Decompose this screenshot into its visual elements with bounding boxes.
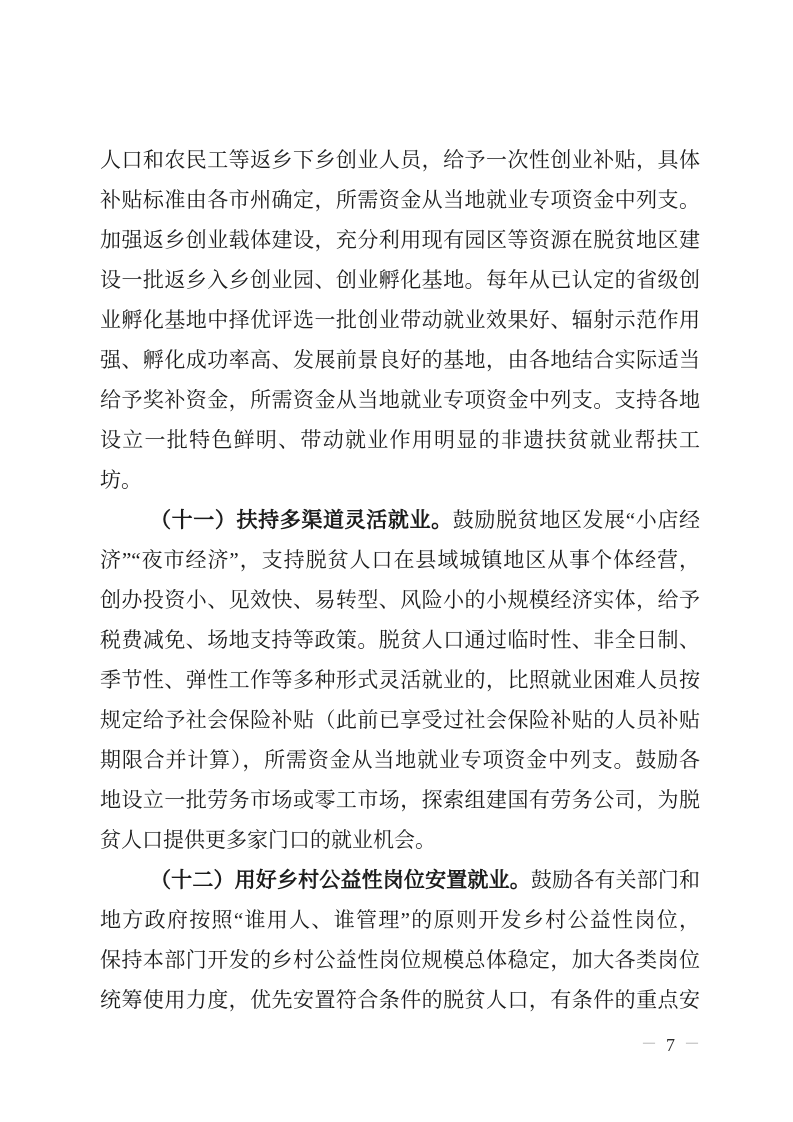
text-line: 加强返乡创业载体建设，充分利用现有园区等资源在脱贫地区建: [100, 228, 700, 252]
page-number: [641, 1033, 700, 1057]
paragraph-heading: （十一）扶持多渠道灵活就业。: [150, 508, 453, 532]
page-number-dash-left: －: [640, 1036, 657, 1053]
paragraph-heading: （十二）用好乡村公益性岗位安置就业。: [150, 868, 531, 892]
text-line: 设立一批特色鲜明、带动就业作用明显的非遗扶贫就业帮扶工: [100, 428, 700, 452]
text-line: [100, 860, 700, 900]
text-line: 创办投资小、见效快、易转型、风险小的小规模经济实体，给予: [100, 588, 700, 612]
text-line: 规定给予社会保险补贴（此前已享受过社会保险补贴的人员补贴: [100, 708, 700, 732]
text-line: 保持本部门开发的乡村公益性岗位规模总体稳定，加大各类岗位: [100, 948, 700, 972]
text-run: 鼓励各有关部门和: [530, 868, 700, 892]
text-line: 补贴标准由各市州确定，所需资金从当地就业专项资金中列支。: [100, 188, 700, 212]
page-number-value: 7: [665, 1035, 675, 1055]
paragraph-continued: [100, 140, 700, 500]
paragraph-item-12: [100, 860, 700, 1020]
text-line: 税费减免、场地支持等政策。脱贫人口通过临时性、非全日制、: [100, 628, 700, 652]
text-line: 地设立一批劳务市场或零工市场，探索组建国有劳务公司，为脱: [100, 788, 700, 812]
text-line: 济”“夜市经济”，支持脱贫人口在县域城镇地区从事个体经营，: [100, 548, 700, 572]
text-line: 期限合并计算），所需资金从当地就业专项资金中列支。鼓励各: [100, 748, 700, 772]
text-line: [100, 500, 700, 540]
document-body: [100, 140, 700, 1020]
text-run: 鼓励脱贫地区发展“小店经: [452, 508, 700, 532]
text-line: 统筹使用力度，优先安置符合条件的脱贫人口，有条件的重点安: [100, 988, 700, 1012]
text-line: 设一批返乡入乡创业园、创业孵化基地。每年从已认定的省级创: [100, 268, 700, 292]
text-line: 人口和农民工等返乡下乡创业人员，给予一次性创业补贴，具体: [100, 148, 700, 172]
text-line: 业孵化基地中择优评选一批创业带动就业效果好、辐射示范作用: [100, 308, 700, 332]
text-line: 强、孵化成功率高、发展前景良好的基地，由各地结合实际适当: [100, 348, 700, 372]
text-line: 贫人口提供更多家门口的就业机会。: [100, 828, 436, 852]
page-number-dash-right: －: [683, 1036, 700, 1053]
text-line: 地方政府按照“谁用人、谁管理”的原则开发乡村公益性岗位，: [100, 908, 700, 932]
paragraph-item-11: [100, 500, 700, 860]
text-line: 季节性、弹性工作等多种形式灵活就业的，比照就业困难人员按: [100, 668, 700, 692]
text-line: 给予奖补资金，所需资金从当地就业专项资金中列支。支持各地: [100, 388, 700, 412]
text-line: 坊。: [100, 468, 142, 492]
